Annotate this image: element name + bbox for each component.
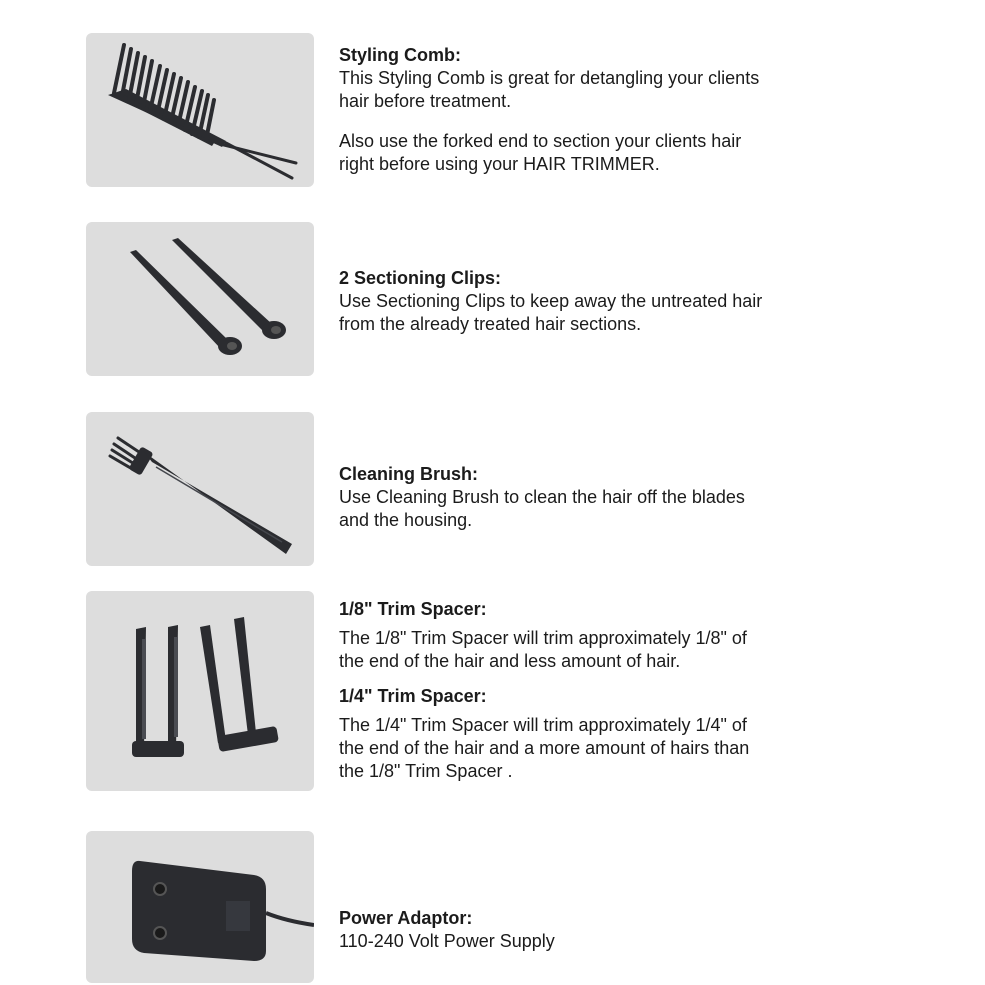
section-text: The 1/4" Trim Spacer will trim approximately 1/4" of the end of the hair and a more amount of hairs than the 1/8" Trim Spacer .: [339, 715, 750, 781]
section-title: Styling Comb:: [339, 45, 461, 65]
trim-spacers-image: [86, 591, 314, 791]
clips-icon: [86, 222, 314, 376]
section-title: Cleaning Brush:: [339, 464, 479, 484]
section-text: Also use the forked end to section your clients hair right before using your HAIR TRIMMER.: [339, 131, 742, 174]
section-title: 2 Sectioning Clips:: [339, 268, 502, 288]
power-adaptor-image: [86, 831, 314, 983]
cleaning-brush-image: [86, 412, 314, 566]
section-text: Use Cleaning Brush to clean the hair off the blades and the housing.: [339, 487, 745, 530]
section-title: 1/8" Trim Spacer:: [339, 599, 487, 619]
section-text: Use Sectioning Clips to keep away the untreated hair from the already treated hair sections.: [339, 291, 763, 334]
power-adaptor-section: [339, 907, 899, 953]
section-text: 110-240 Volt Power Supply: [339, 931, 555, 951]
comb-icon: [86, 33, 314, 187]
section-text: The 1/8" Trim Spacer will trim approximately 1/8" of the end of the hair and less amount of hair.: [339, 628, 747, 671]
sectioning-clips-section: [339, 267, 899, 336]
section-title: Power Adaptor:: [339, 908, 473, 928]
trim-spacer-section: [339, 598, 899, 783]
trim-spacer-icon: [86, 591, 314, 791]
cleaning-brush-section: [339, 463, 899, 532]
styling-comb-image: [86, 33, 314, 187]
styling-comb-section: [339, 44, 899, 176]
power-adaptor-icon: [86, 831, 314, 983]
section-title: 1/4" Trim Spacer:: [339, 686, 487, 706]
section-text: This Styling Comb is great for detangling your clients hair before treatment.: [339, 68, 760, 111]
brush-icon: [86, 412, 314, 566]
sectioning-clips-image: [86, 222, 314, 376]
